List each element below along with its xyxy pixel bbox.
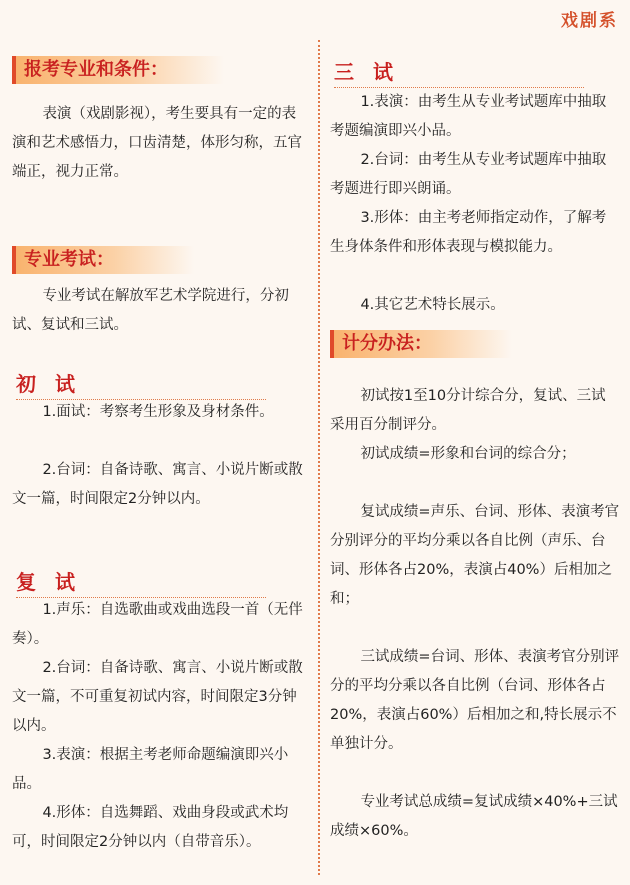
third-round-item-2: 2.台词：由考生从专业考试题库中抽取考题进行即兴朗诵。 (330, 152, 607, 197)
third-round-item-3: 3.形体：由主考老师指定动作，了解考生身体条件和形体表现与模拟能力。 (330, 210, 607, 255)
section-title-scoring: 计分办法： (330, 330, 512, 358)
second-round-heading: 复 试 (16, 570, 81, 594)
section-title-second-round (16, 566, 266, 598)
column-divider (318, 40, 320, 875)
third-round-item-1: 1.表演：由考生从专业考试题库中抽取考题编演即兴小品。 (330, 94, 607, 139)
first-round-item-1: 1.面试：考察考生形象及身材条件。 (42, 404, 274, 420)
third-round-item-4: 4.其它艺术特长展示。 (360, 297, 505, 313)
third-round-heading: 三 试 (334, 60, 399, 84)
second-round-item-2: 2.台词：自备诗歌、寓言、小说片断或散文一篇，不可重复初试内容，时间限定3分钟以内。 (12, 660, 303, 734)
scoring-item-5: 专业考试总成绩=复试成绩×40%+三试成绩×60%。 (330, 794, 618, 839)
second-round-item-1: 1.声乐：自选歌曲或戏曲选段一首（无伴奏）。 (12, 602, 303, 647)
department-title: 戏剧系 (561, 11, 618, 31)
conditions-text: 表演（戏剧影视），考生要具有一定的表演和艺术感悟力，口齿清楚，体形匀称，五官端正，视力正常。 (12, 106, 302, 180)
second-round-item-4: 4.形体：自选舞蹈、戏曲身段或武术均可，时间限定2分钟以内（自带音乐）。 (12, 805, 289, 850)
section-title-first-round (16, 368, 266, 400)
section-title-exam: 专业考试： (12, 246, 194, 274)
scoring-item-1: 初试按1至10分计综合分，复试、三试采用百分制评分。 (330, 388, 606, 433)
section-title-conditions: 报考专业和条件： (12, 56, 224, 84)
exam-text: 专业考试在解放军艺术学院进行，分初试、复试和三试。 (12, 288, 289, 333)
scoring-item-4: 三试成绩=台词、形体、表演考官分别评分的平均分乘以各自比例（台词、形体各占20%，表演占60%）后相加之和,特长展示不单独计分。 (330, 649, 620, 752)
second-round-item-3: 3.表演：根据主考老师命题编演即兴小品。 (12, 747, 289, 792)
scoring-item-2: 初试成绩=形象和台词的综合分； (360, 446, 576, 462)
first-round-item-2: 2.台词：自备诗歌、寓言、小说片断或散文一篇，时间限定2分钟以内。 (12, 462, 303, 507)
first-round-heading: 初 试 (16, 372, 81, 396)
scoring-item-3: 复试成绩=声乐、台词、形体、表演考官分别评分的平均分乘以各自比例（声乐、台词、形体各占20%，表演占40%）后相加之和； (330, 504, 620, 607)
section-title-third-round (334, 56, 584, 88)
